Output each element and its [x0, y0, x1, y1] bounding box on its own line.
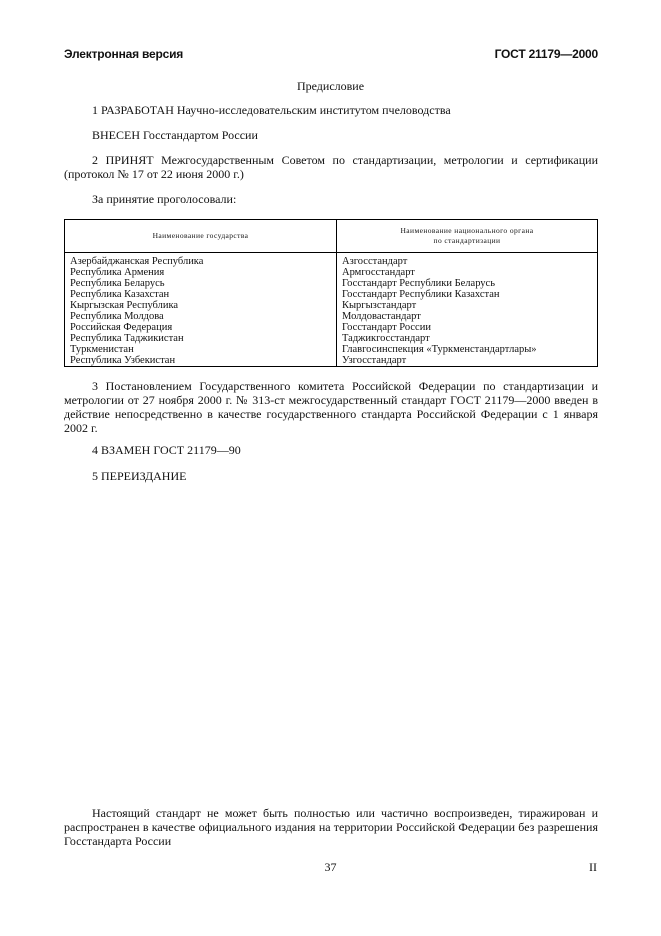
- state-name: Кыргызская Республика: [70, 300, 179, 311]
- item-reissue: 5 ПЕРЕИЗДАНИЕ: [92, 469, 187, 483]
- standards-body-name: Госстандарт Республики Казахстан: [342, 289, 500, 300]
- item-developed: 1 РАЗРАБОТАН Научно-исследовательским институтом пчеловодства: [92, 103, 451, 117]
- state-name: Туркменистан: [70, 344, 134, 355]
- item-introduced: ВНЕСЕН Госстандартом России: [92, 128, 258, 142]
- page-roman-number: II: [589, 860, 597, 874]
- standards-body-name: Азгосстандарт: [342, 256, 408, 267]
- state-name: Республика Беларусь: [70, 278, 165, 289]
- state-name: Республика Казахстан: [70, 289, 170, 300]
- bodies-column: [337, 253, 598, 367]
- page-number: 37: [324, 860, 337, 874]
- standards-body-name: Главгосинспекция «Туркменстандартлары»: [342, 344, 537, 355]
- item-replaces: 4 ВЗАМЕН ГОСТ 21179—90: [92, 443, 241, 457]
- item-enacted: 3 Постановлением Государственного комитета Российской Федерации по стандартизации и метрологии от 27 ноября 2000 г. № 313-ст межгосударственный стандарт ГОСТ 21179—2000 введен в действие непосредственно в качестве государственного стандарта Российской Федерации с 1 января 2002 г.: [64, 379, 598, 435]
- standards-body-name: Армгосстандарт: [342, 267, 415, 278]
- states-column: [65, 253, 337, 367]
- state-name: Российская Федерация: [70, 322, 173, 333]
- standards-body-name: Госстандарт России: [342, 322, 431, 333]
- header-edition-label: Электронная версия: [64, 47, 184, 61]
- state-name: Азербайджанская Республика: [70, 256, 204, 267]
- voted-label: За принятие проголосовали:: [92, 192, 237, 206]
- state-name: Республика Армения: [70, 267, 165, 278]
- standards-body-name: Кыргызстандарт: [342, 300, 417, 311]
- item-adopted: 2 ПРИНЯТ Межгосударственным Советом по стандартизации, метрологии и сертификации (протокол № 17 от 22 июня 2000 г.): [64, 153, 598, 181]
- state-name: Республика Молдова: [70, 311, 164, 322]
- state-name: Республика Узбекистан: [70, 355, 176, 366]
- voting-states-table: [64, 219, 598, 367]
- state-name: Республика Таджикистан: [70, 333, 184, 344]
- header-standard-code: ГОСТ 21179—2000: [494, 47, 598, 61]
- table-header-body: Наименование национального органа по стандартизации: [337, 220, 598, 253]
- table-header-state: Наименование государства: [65, 220, 337, 253]
- standards-body-name: Молдовастандарт: [342, 311, 421, 322]
- standards-body-name: Таджикгосстандарт: [342, 333, 430, 344]
- page-title: Предисловие: [296, 79, 365, 93]
- standards-body-name: Госстандарт Республики Беларусь: [342, 278, 496, 289]
- copyright-notice: Настоящий стандарт не может быть полностью или частично воспроизведен, тиражирован и распространен в качестве официального издания на территории Российской Федерации без разрешения Госстандарта России: [64, 806, 598, 848]
- standards-body-name: Узгосстандарт: [342, 355, 407, 366]
